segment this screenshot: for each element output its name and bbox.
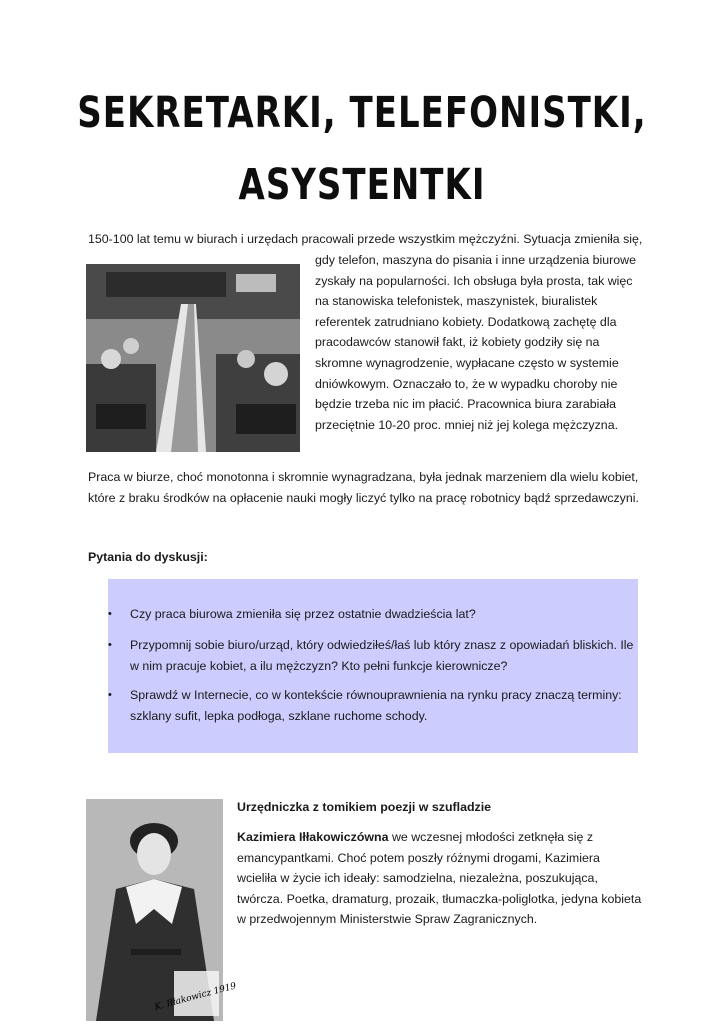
questions-box bbox=[108, 579, 638, 753]
bio-paragraph bbox=[237, 827, 642, 930]
bio-name: Kazimiera Iłłakowiczówna bbox=[237, 830, 389, 844]
page-title-line-2: ASYSTENTKI bbox=[238, 160, 486, 210]
questions-heading: Pytania do dyskusji: bbox=[88, 550, 208, 564]
question-text-2: Przypomnij sobie biuro/urząd, który odwiedziłeś/łaś lub który znasz z opowiadań bliskich. Ile w nim pracuje kobiet, a ilu mężczyzn? Kto pełni funkcje kierownicze? bbox=[130, 638, 634, 673]
bullet-1: • bbox=[108, 608, 112, 620]
bullet-2: • bbox=[108, 639, 112, 651]
bio-heading: Urzędniczka z tomikiem poezji w szufladzie bbox=[237, 800, 492, 814]
bio-text: we wczesnej młodości zetknęła się z emancypantkami. Choć potem poszły różnymi drogami, Kazimiera wcieliła w życie ich ideały: samodzielna, niezależna, poszukująca, twórcza. Poetka, dramaturg, prozaik, tłumaczka-poliglotka, jedyna kobieta w przedwojennym Ministerstwie Spraw Zagranicznych. bbox=[237, 830, 642, 927]
intro-second-paragraph: Praca w biurze, choć monotonna i skromnie wynagradzana, była jednak marzeniem dla wielu kobiet, które z braku środków na opłacenie nauki mogły liczyć tylko na pracę robotnicy bądź sprzedawczyni. bbox=[88, 470, 639, 505]
portrait-signature: K. Iłłakowicz 1919 bbox=[153, 981, 238, 1013]
intro-continuation: gdy telefon, maszyna do pisania i inne urządzenia biurowe zyskały na popularności. Ich obsługa była prosta, tak więc na stanowiska telefonistek, maszynistek, biuralistek referentek zatrudniano kobiety. Dodatkową zachętę dla pracodawców stanowił fakt, iż kobiety godziły się na skromne wynagrodzenie, wypłacane często w systemie dniówkowym. Oznaczało to, że w wypadku choroby nie będzie trzeba nic im płacić. Pracownica biura zarabiała przeciętnie 10-20 proc. mniej niż jej kolega mężczyzna. bbox=[315, 253, 636, 432]
bullet-3: • bbox=[108, 689, 112, 701]
question-text-1: Czy praca biurowa zmieniła się przez ostatnie dwadzieścia lat? bbox=[130, 607, 476, 621]
page-title-line-1: SEKRETARKI, TELEFONISTKI, bbox=[77, 88, 647, 138]
office-typists-photo bbox=[86, 264, 300, 452]
portrait-photo bbox=[86, 799, 238, 1021]
question-text-3: Sprawdź w Internecie, co w kontekście równouprawnienia na rynku pracy znaczą terminy: szklany sufit, lepka podłoga, szklane ruchome schody. bbox=[130, 688, 622, 723]
intro-first-line: 150-100 lat temu w biurach i urzędach pracowali przede wszystkim mężczyźni. Sytuacja zmieniła się, bbox=[88, 232, 643, 246]
